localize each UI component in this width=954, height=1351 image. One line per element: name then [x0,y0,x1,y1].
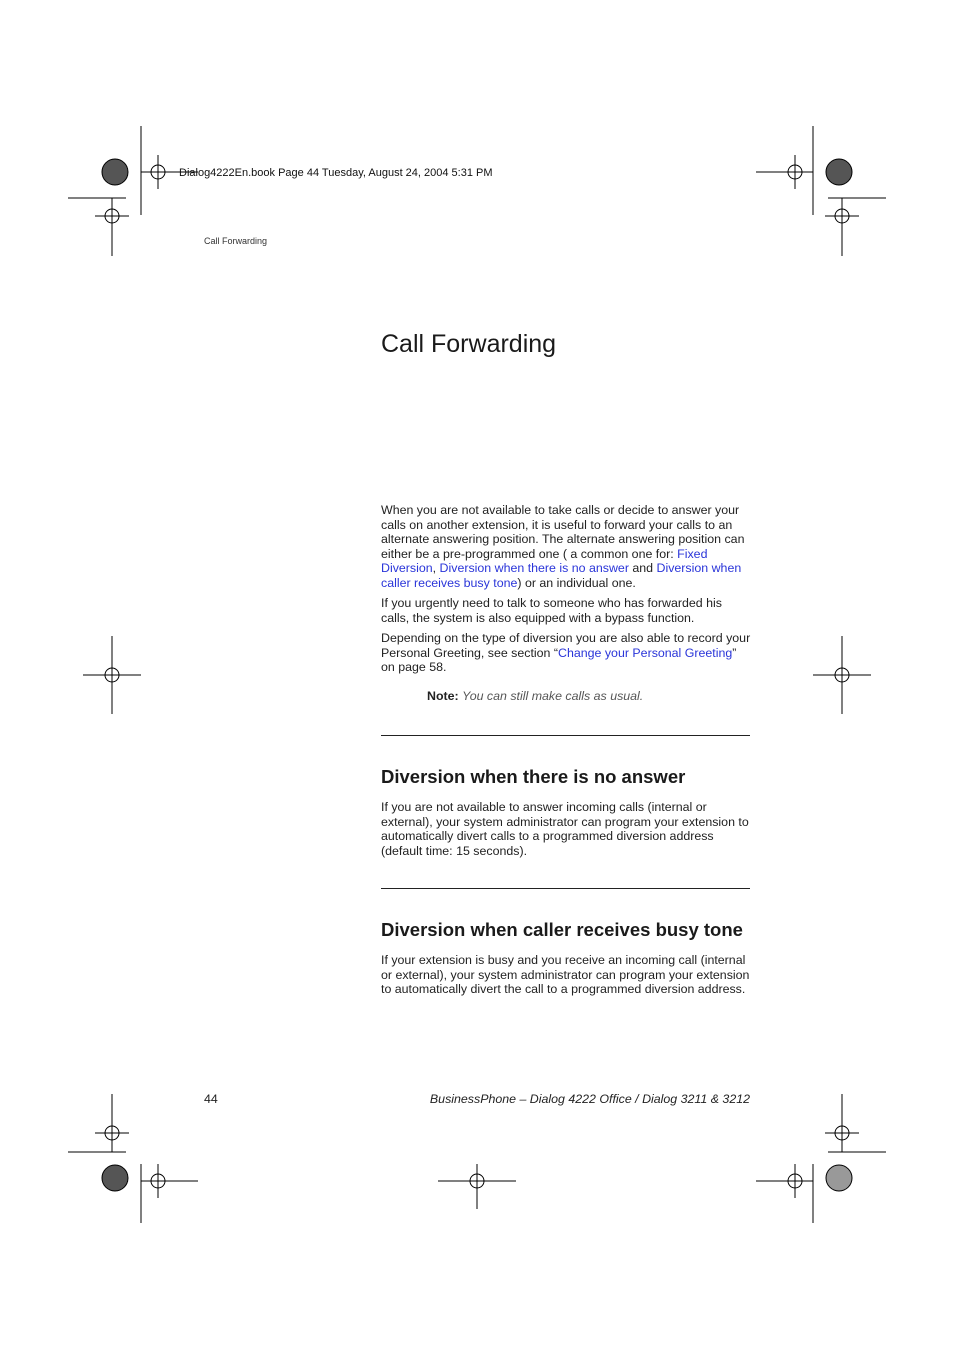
note-label: Note: [427,689,459,703]
section-body-busy-tone: If your extension is busy and you receive an incoming call (internal or external), your system administrator can program your extension to automatically divert the call to a programmed diversion address. [381,953,750,996]
link-diversion-busy[interactable]: Diversion when caller receives busy tone [381,561,742,590]
running-head: Call Forwarding [204,236,268,246]
section-divider [381,888,750,889]
section-body-no-answer: If you are not available to answer incoming calls (internal or external), your system administrator can program your extension to automatically divert calls to a programmed diversion address (default time: 15 seconds). [381,800,749,858]
link-personal-greeting[interactable]: Change your Personal Greeting [558,645,733,660]
link-fixed-diversion[interactable]: Fixed Diversion [381,546,708,575]
intro-paragraph-1: When you are not available to take calls or decide to answer your calls on another extension, it is useful to forward your calls to an alternate answering position. The alternate answering position can either be a pre-programmed one ( a common one for: Fixed Diversion, Diversion when there is no answer and Diversion when caller receives busy tone) or an individual one. [381,503,745,590]
section-heading-busy-tone: Diversion when caller receives busy tone [381,919,743,940]
note-text: You can still make calls as usual. [462,689,644,703]
link-diversion-no-answer[interactable]: Diversion when there is no answer [439,561,629,575]
intro-paragraph-3: Depending on the type of diversion you are also able to record your Personal Greeting, see section “Change your Personal Greeting” on page 58. [381,631,751,674]
page-number: 44 [204,1092,218,1106]
book-slug: Dialog4222En.book Page 44 Tuesday, August 24, 2004 5:31 PM [179,167,493,179]
section-heading-no-answer: Diversion when there is no answer [381,766,686,787]
footer-book-title: BusinessPhone – Dialog 4222 Office / Dialog 3211 & 3212 [429,1092,750,1106]
intro-text [381,503,751,675]
section-divider [381,735,750,736]
note [427,689,643,703]
page-title: Call Forwarding [381,330,557,358]
intro-paragraph-2: If you urgently need to talk to someone who has forwarded his calls, the system is also equipped with a bypass function. [381,596,722,625]
